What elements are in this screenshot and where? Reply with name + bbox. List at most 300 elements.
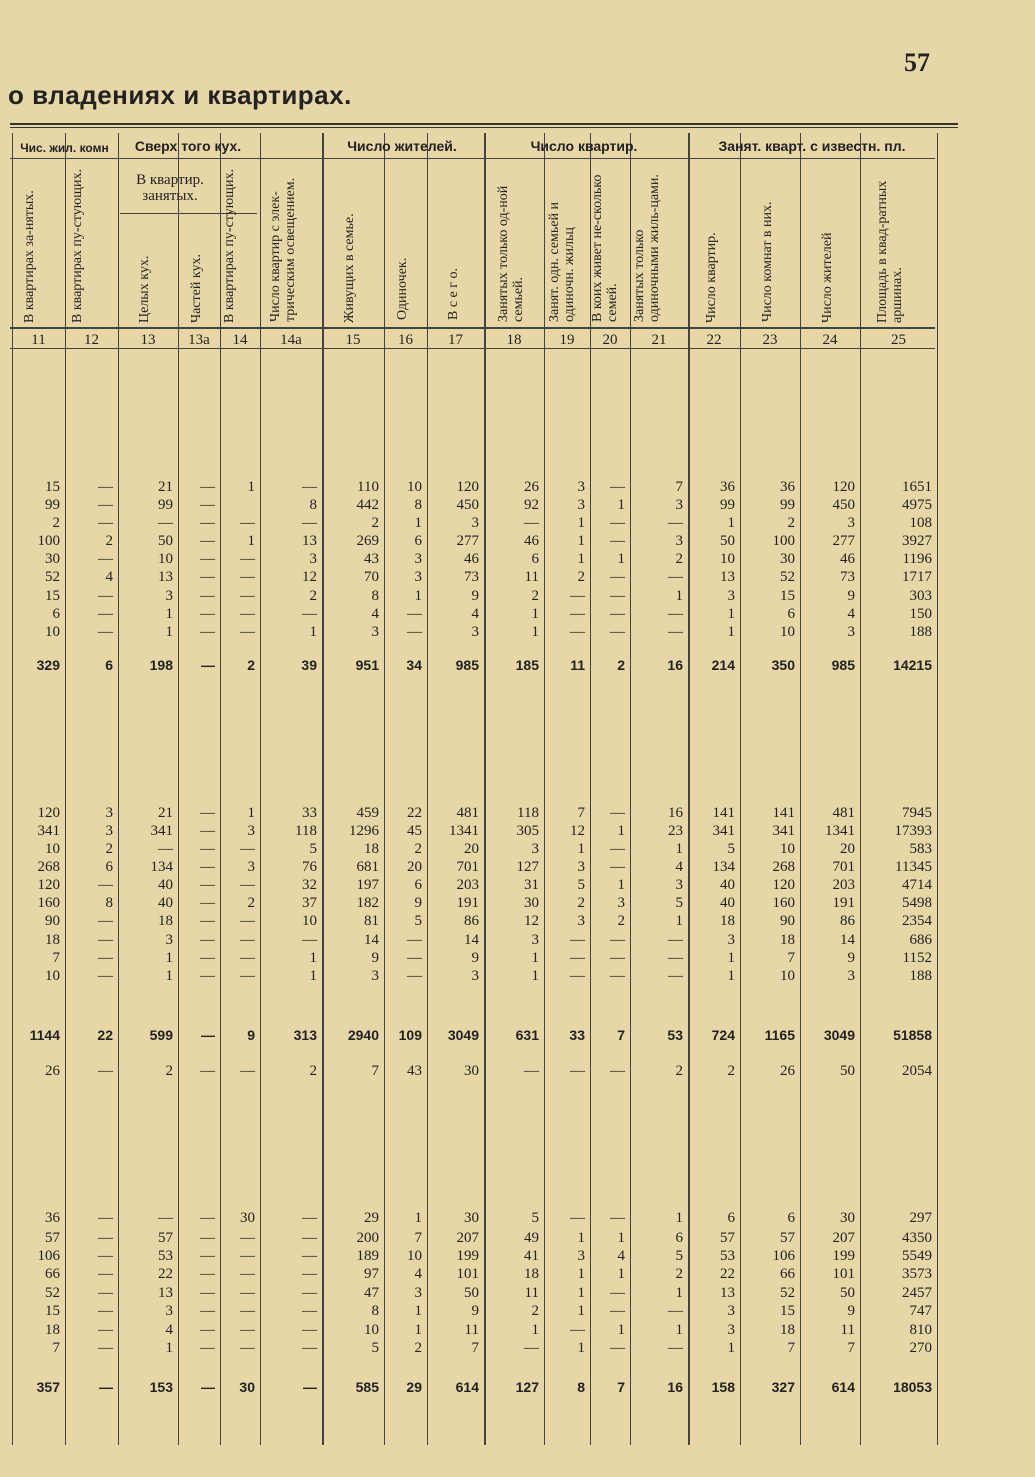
group-header-kitchens: Сверх того кух. [134,138,242,154]
table-cell: 5 [727,841,735,857]
table-cell: 53 [720,1248,735,1264]
table-cell: 2 [105,533,113,549]
table-cell: 4 [617,1248,625,1264]
table-cell: 188 [909,624,932,640]
table-cell: 3 [309,551,317,567]
table-cell: 599 [149,1027,173,1043]
table-cell: 15 [45,1303,60,1319]
table-cell: — [302,479,317,495]
header-c19: Занят. одн. семьей и одиночн. жильц [547,202,577,322]
column-number: 13a [188,332,210,348]
table-cell: 2 [247,895,255,911]
table-cell: 1196 [902,551,932,567]
table-cell: 341 [712,823,735,839]
table-cell: — [610,932,625,948]
table-cell: 2 [531,588,539,604]
table-cell: — [240,1340,255,1356]
table-cell: 3 [577,479,585,495]
table-cell: 39 [301,657,317,673]
table-row [0,1321,1035,1339]
table-cell: 18053 [893,1379,932,1395]
table-cell: — [240,913,255,929]
table-cell: 29 [364,1210,379,1226]
table-cell: 1 [727,515,735,531]
table-cell: 481 [832,805,855,821]
table-cell: 99 [720,497,735,513]
table-cell: 50 [464,1285,479,1301]
table-cell: 30 [840,1210,855,1226]
table-cell: — [201,1379,215,1395]
table-cell: 13 [302,533,317,549]
table-cell: 18 [364,841,379,857]
table-cell: 11 [570,657,585,673]
table-row [0,1247,1035,1265]
table-cell: — [302,606,317,622]
table-cell: 350 [771,657,795,673]
table-cell: 3 [371,624,379,640]
table-row [0,587,1035,605]
header-c13: Целых кух. [137,255,152,323]
table-cell: 341 [37,823,60,839]
table-cell: 3 [727,1322,735,1338]
header-c12: В квартирах пу-стующих. [70,169,85,323]
table-cell: 70 [364,569,379,585]
table-cell: 14 [464,932,479,948]
table-cell: 36 [780,479,795,495]
table-cell: 8 [371,588,379,604]
table-cell: — [200,1230,215,1246]
table-cell: 583 [909,841,932,857]
header-c21: Занятых только одиночными жиль-цами. [632,174,662,322]
table-cell: 26 [45,1063,60,1079]
table-cell: 6 [105,657,113,673]
table-cell: — [240,606,255,622]
table-cell: 3 [531,841,539,857]
table-cell: 341 [772,823,795,839]
table-cell: 3 [414,551,422,567]
table-cell: — [668,1340,683,1356]
table-cell: 269 [356,533,379,549]
column-number: 13 [140,332,156,348]
table-cell: 1 [309,950,317,966]
table-cell: 120 [772,877,795,893]
page-number: 57 [904,48,930,77]
table-cell: — [200,1322,215,1338]
table-cell: 3049 [823,1027,855,1043]
table-cell: 3 [165,1303,173,1319]
table-cell: — [240,841,255,857]
table-cell: — [302,1248,317,1264]
table-cell: — [240,551,255,567]
table-cell: 585 [355,1379,379,1395]
table-cell: 90 [45,913,60,929]
header-c18: Занятых только од-ной семьей. [496,185,526,322]
table-cell: — [524,515,539,531]
table-cell: 2940 [347,1027,379,1043]
column-number: 23 [762,332,778,348]
table-cell: 305 [516,823,539,839]
table-cell: 701 [456,859,479,875]
table-cell: 22 [720,1266,735,1282]
table-cell: 11 [840,1322,855,1338]
header-c25: Площадь в квад-ратных аршинах. [875,180,905,323]
table-cell: — [200,805,215,821]
table-cell: — [200,841,215,857]
table-cell: 2 [105,841,113,857]
header-bottom-rule [10,327,935,329]
table-cell: 5549 [902,1248,932,1264]
table-cell: 5 [675,895,683,911]
table-cell: 6 [675,1230,683,1246]
table-cell: — [200,479,215,495]
table-cell: 18 [45,1322,60,1338]
table-cell: 3 [577,913,585,929]
table-cell: 10 [720,551,735,567]
table-cell: 90 [780,913,795,929]
table-cell: 182 [356,895,379,911]
table-cell: — [158,515,173,531]
table-cell: 5 [577,877,585,893]
table-cell: 1341 [449,823,479,839]
table-cell: 18 [780,932,795,948]
table-cell: 4350 [902,1230,932,1246]
table-cell: 120 [832,479,855,495]
table-cell: 49 [524,1230,539,1246]
table-cell: 16 [668,805,683,821]
table-cell: 3 [727,588,735,604]
table-cell: 686 [909,932,932,948]
table-cell: 1 [531,606,539,622]
header-c22: Число квартир. [704,232,719,323]
header-c16: Одиночек. [395,257,410,320]
table-cell: 1 [531,950,539,966]
table-cell: 9 [414,895,422,911]
table-cell: 108 [909,515,932,531]
table-cell: 747 [909,1303,932,1319]
table-cell: 10 [780,624,795,640]
table-cell: — [610,588,625,604]
table-cell: — [240,1230,255,1246]
total-row [0,1026,1035,1044]
table-cell: 2354 [902,913,932,929]
table-cell: 207 [832,1230,855,1246]
table-row [0,568,1035,586]
sub-header-occupied: В квартир. занятых. [136,172,204,204]
table-cell: 120 [37,805,60,821]
table-cell: 724 [711,1027,735,1043]
table-cell: — [407,624,422,640]
table-cell: 1 [577,533,585,549]
table-cell: 3 [105,805,113,821]
header-c11: В квартирах за-нятых. [22,190,37,323]
table-cell: 15 [45,479,60,495]
table-cell: 203 [456,877,479,893]
table-cell: 4 [105,569,113,585]
table-cell: 341 [150,823,173,839]
column-number: 22 [706,332,722,348]
table-cell: 26 [780,1063,795,1079]
column-number: 14 [232,332,248,348]
table-cell: 18 [45,932,60,948]
table-cell: 30 [464,1063,479,1079]
table-cell: 51858 [893,1027,932,1043]
table-cell: 50 [158,533,173,549]
table-cell: — [610,1210,625,1226]
table-cell: — [610,1340,625,1356]
table-cell: — [200,1210,215,1226]
table-cell: 614 [455,1379,479,1395]
table-cell: 4 [847,606,855,622]
table-cell: 327 [771,1379,795,1395]
column-number: 24 [822,332,838,348]
table-cell: — [524,1063,539,1079]
table-cell: 15 [45,588,60,604]
table-cell: 7 [847,1340,855,1356]
table-cell: — [570,624,585,640]
table-cell: 9 [847,950,855,966]
table-cell: 18 [720,913,735,929]
table-cell: 1 [675,1285,683,1301]
table-cell: — [98,1248,113,1264]
table-cell: 30 [464,1210,479,1226]
table-cell: 8 [371,1303,379,1319]
table-cell: 1 [617,551,625,567]
table-cell: — [610,1285,625,1301]
table-cell: 3 [414,569,422,585]
table-cell: 4 [675,859,683,875]
table-cell: 12 [302,569,317,585]
table-row [0,876,1035,894]
top-rule [10,123,958,125]
table-row [0,496,1035,514]
table-cell: 34 [406,657,422,673]
table-cell: — [200,968,215,984]
table-cell: 100 [37,533,60,549]
table-cell: 1 [247,479,255,495]
table-cell: 1 [165,606,173,622]
table-cell: 450 [456,497,479,513]
table-cell: 6 [105,859,113,875]
table-cell: 185 [515,657,539,673]
table-cell: 30 [780,551,795,567]
table-cell: 1 [414,515,422,531]
table-cell: — [240,1285,255,1301]
table-cell: 2 [371,515,379,531]
table-cell: 313 [293,1027,317,1043]
table-row [0,822,1035,840]
table-cell: 1 [727,624,735,640]
table-cell: — [201,1027,215,1043]
table-cell: 16 [667,657,683,673]
table-row [0,894,1035,912]
table-cell: — [98,1266,113,1282]
table-cell: 53 [667,1027,683,1043]
table-cell: 191 [456,895,479,911]
table-cell: — [98,1063,113,1079]
table-cell: 1 [675,841,683,857]
table-cell: — [240,1303,255,1319]
column-number: 21 [651,332,667,348]
table-cell: 9 [471,1303,479,1319]
table-cell: 1 [617,1266,625,1282]
table-cell: — [98,932,113,948]
table-cell: 101 [456,1266,479,1282]
table-cell: 31 [524,877,539,893]
table-cell: 14215 [893,657,932,673]
table-cell: — [610,606,625,622]
table-cell: 18 [524,1266,539,1282]
table-cell: 153 [149,1379,173,1395]
table-cell: 2 [309,1063,317,1079]
table-row [0,1229,1035,1247]
table-cell: 118 [517,805,539,821]
table-cell: 13 [158,569,173,585]
table-cell: 1 [675,1210,683,1226]
table-cell: 120 [456,479,479,495]
table-cell: 1 [577,1230,585,1246]
table-cell: — [610,1303,625,1319]
table-cell: 1 [165,1340,173,1356]
table-cell: — [200,1340,215,1356]
table-cell: 189 [356,1248,379,1264]
table-cell: 2 [414,841,422,857]
table-cell: 1 [414,1303,422,1319]
table-cell: — [302,1210,317,1226]
table-cell: 2 [727,1063,735,1079]
table-cell: — [668,569,683,585]
table-cell: 13 [720,1285,735,1301]
table-cell: — [240,968,255,984]
table-cell: 40 [158,895,173,911]
table-cell: 10 [45,624,60,640]
table-cell: 134 [712,859,735,875]
table-cell: 3 [617,895,625,911]
table-cell: 3 [675,497,683,513]
table-row [0,804,1035,822]
table-cell: — [302,1322,317,1338]
table-cell: 50 [840,1285,855,1301]
table-row [0,931,1035,949]
table-cell: 3 [577,859,585,875]
table-cell: 73 [840,569,855,585]
group-header-known-area: Занят. кварт. с известн. пл. [718,138,906,154]
table-cell: 198 [149,657,173,673]
table-cell: 199 [832,1248,855,1264]
table-cell: 1 [165,968,173,984]
table-cell: 7 [787,1340,795,1356]
table-cell: — [610,950,625,966]
table-cell: 10 [364,1322,379,1338]
table-cell: — [302,1230,317,1246]
table-cell: 3 [247,859,255,875]
table-cell: 450 [832,497,855,513]
table-cell: 1 [247,805,255,821]
table-cell: — [303,1379,317,1395]
table-cell: 52 [780,1285,795,1301]
table-cell: 120 [37,877,60,893]
table-cell: 3 [105,823,113,839]
table-cell: — [200,569,215,585]
table-cell: — [407,932,422,948]
table-cell: 4 [165,1322,173,1338]
table-cell: — [200,823,215,839]
column-number: 18 [506,332,522,348]
table-cell: 2 [787,515,795,531]
table-cell: 2 [247,657,255,673]
table-cell: 18 [780,1322,795,1338]
table-cell: 7 [371,1063,379,1079]
table-cell: — [200,895,215,911]
table-cell: — [158,841,173,857]
table-cell: 9 [371,950,379,966]
table-row [0,1209,1035,1227]
table-cell: — [610,805,625,821]
table-cell: — [98,624,113,640]
table-row [0,840,1035,858]
table-cell: 99 [158,497,173,513]
table-cell: 4714 [902,877,932,893]
table-cell: 22 [158,1266,173,1282]
table-cell: — [200,515,215,531]
table-cell: 66 [780,1266,795,1282]
table-cell: 6 [414,877,422,893]
table-cell: 1152 [902,950,932,966]
table-cell: — [200,913,215,929]
table-cell: — [668,968,683,984]
table-cell: 1 [165,624,173,640]
table-row [0,1062,1035,1080]
table-cell: 1 [617,497,625,513]
table-cell: 160 [772,895,795,911]
table-cell: 8 [309,497,317,513]
table-cell: 40 [158,877,173,893]
table-cell: 1717 [902,569,932,585]
table-cell: 10 [45,841,60,857]
table-cell: 188 [909,968,932,984]
table-cell: — [302,1285,317,1301]
table-cell: 1 [675,913,683,929]
table-cell: 6 [531,551,539,567]
table-cell: — [570,950,585,966]
table-cell: 99 [45,497,60,513]
total-row [0,1378,1035,1396]
table-cell: — [610,515,625,531]
table-cell: 1296 [349,823,379,839]
table-cell: 3 [577,1248,585,1264]
table-cell: 36 [45,1210,60,1226]
table-cell: — [200,877,215,893]
table-cell: 614 [831,1379,855,1395]
table-cell: — [98,1303,113,1319]
table-cell: 1 [165,950,173,966]
table-cell: 810 [909,1322,932,1338]
table-cell: 1 [309,968,317,984]
table-cell: 2054 [902,1063,932,1079]
table-cell: — [302,1340,317,1356]
table-cell: — [98,877,113,893]
table-row [0,550,1035,568]
table-cell: 11345 [895,859,932,875]
header-c20: В коих живет не-сколько семей. [590,174,620,322]
table-cell: 11 [524,569,539,585]
table-cell: 5498 [902,895,932,911]
table-cell: — [200,1063,215,1079]
group-header-residents: Число жителей. [347,138,457,154]
table-cell: 109 [398,1027,422,1043]
column-number: 12 [84,332,99,348]
table-cell: — [570,1322,585,1338]
header-c17: В с е г о. [446,267,461,320]
